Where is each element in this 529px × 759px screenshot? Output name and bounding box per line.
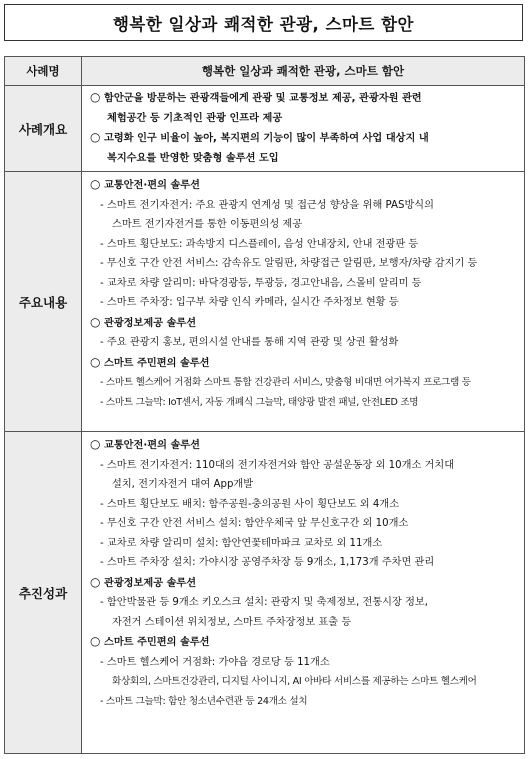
circle-bullet-icon: ○ [90,354,101,369]
section-item: - 스마트 헬스케어 거점화: 가야읍 경로당 등 11개소 [100,656,330,668]
section-item-continuation: 자전거 스테이션 위치정보, 스마트 주차장정보 표출 등 [112,616,352,628]
section-item-continuation: 스마트 전기자전거를 통한 이동편의성 제공 [112,219,303,230]
section-item-continuation: 설치, 전기자전거 대여 App개발 [112,479,254,490]
circle-bullet-icon: ○ [90,314,101,329]
section-item-continuation: 화상회의, 스마트건강관리, 디지털 사이니지, AI 아바타 서비스를 제공하는 스마트 헬스케어 [112,676,477,687]
overview-row [5,86,525,172]
content-row [5,172,525,432]
circle-bullet-icon: ○ [90,177,101,191]
section-heading: ○ 스마트 주민편의 솔루션 [90,632,518,653]
overview-item-continuation: 복지수요를 반영한 맞춤형 솔루션 도입 [107,152,279,164]
section-item: - 스마트 횡단보도 배치: 함주공원-충의공원 사이 횡단보도 외 4개소 [100,498,400,510]
circle-bullet-icon: ○ [90,130,101,144]
section-item: - 스마트 횡단보도: 과속방지 디스플레이, 음성 안내장치, 안내 전광판 등 [100,238,419,250]
results-cell [82,432,525,754]
overview-cell [82,86,525,172]
overview-item: ○ 함안군을 방문하는 관광객들에게 관광 및 교통정보 제공, 관광자원 관련 [90,88,518,109]
section-item: - 스마트 그늘막: 함안 청소년수련관 등 24개소 설치 [100,695,308,707]
section-item: - 스마트 주차장 설치: 가야시장 공영주차장 등 9개소, 1,173개 주차면 관리 [100,557,435,568]
document-title-box [4,4,523,41]
document-title: 행복한 일상과 쾌적한 관광, 스마트 함안 [112,14,414,34]
section-heading: ○ 관광정보제공 솔루션 [90,573,518,594]
section-item: - 스마트 주차장: 입구부 차량 인식 카메라, 실시간 주차정보 현황 등 [100,297,399,308]
content-label: 주요내용 [5,172,82,432]
results-label: 추진성과 [5,432,82,754]
section-item: - 교차로 차량 알리미 설치: 함안연꽃테마파크 교차로 외 11개소 [100,537,383,549]
section-heading: ○ 교통안전·편의 솔루션 [90,435,518,456]
section-item: - 함안박물관 등 9개소 키오스크 설치: 관광지 및 축제정보, 전통시장 정보, [100,597,428,608]
circle-bullet-icon: ○ [90,437,101,451]
section-item: - 주요 관광지 홍보, 편의시설 안내를 통해 지역 관광 및 상권 활성화 [100,337,399,348]
case-table [4,56,525,754]
circle-bullet-icon: ○ [90,90,101,104]
section-item: - 스마트 헬스케어 거점화 스마트 통합 건강관리 서비스, 맞춤형 비대면 여가복지 프로그램 등 [100,377,471,388]
overview-label: 사례개요 [5,86,82,172]
circle-bullet-icon: ○ [90,634,101,648]
circle-bullet-icon: ○ [90,574,101,589]
section-item: - 스마트 전기자전거: 주요 관광지 연계성 및 접근성 향상을 위해 PAS방식의 [100,199,434,211]
header-row [5,57,525,86]
overview-item: ○ 고령화 인구 비율이 높아, 복지편의 기능이 많이 부족하여 사업 대상지 내 [90,128,518,149]
overview-item-continuation: 체험공간 등 기초적인 관광 인프라 제공 [107,112,283,124]
section-item: - 스마트 전기자전거: 110대의 전기자전거와 함안 공설운동장 외 10개소 거치대 [100,459,455,471]
section-heading: ○ 관광정보제공 솔루션 [90,313,518,334]
section-item: - 교차로 차량 알리미: 바닥경광등, 투광등, 경고안내음, 스몰비 알리미 등 [100,277,422,289]
section-item: - 무신호 구간 안전 서비스 설치: 함안우체국 앞 무신호구간 외 10개소 [100,518,409,529]
section-heading: ○ 교통안전·편의 솔루션 [90,175,518,196]
header-label: 사례명 [5,57,82,86]
section-heading: ○ 스마트 주민편의 솔루션 [90,353,518,374]
section-item: - 무신호 구간 안전 서비스: 감속유도 알림판, 차량접근 알림판, 보행자/차량 감지기 등 [100,258,478,269]
section-item: - 스마트 그늘막: IoT센서, 자동 개폐식 그늘막, 태양광 발전 패널, 안전LED 조명 [100,396,419,408]
results-row [5,432,525,754]
header-value: 행복한 일상과 쾌적한 관광, 스마트 함안 [82,57,525,86]
content-cell [82,172,525,432]
